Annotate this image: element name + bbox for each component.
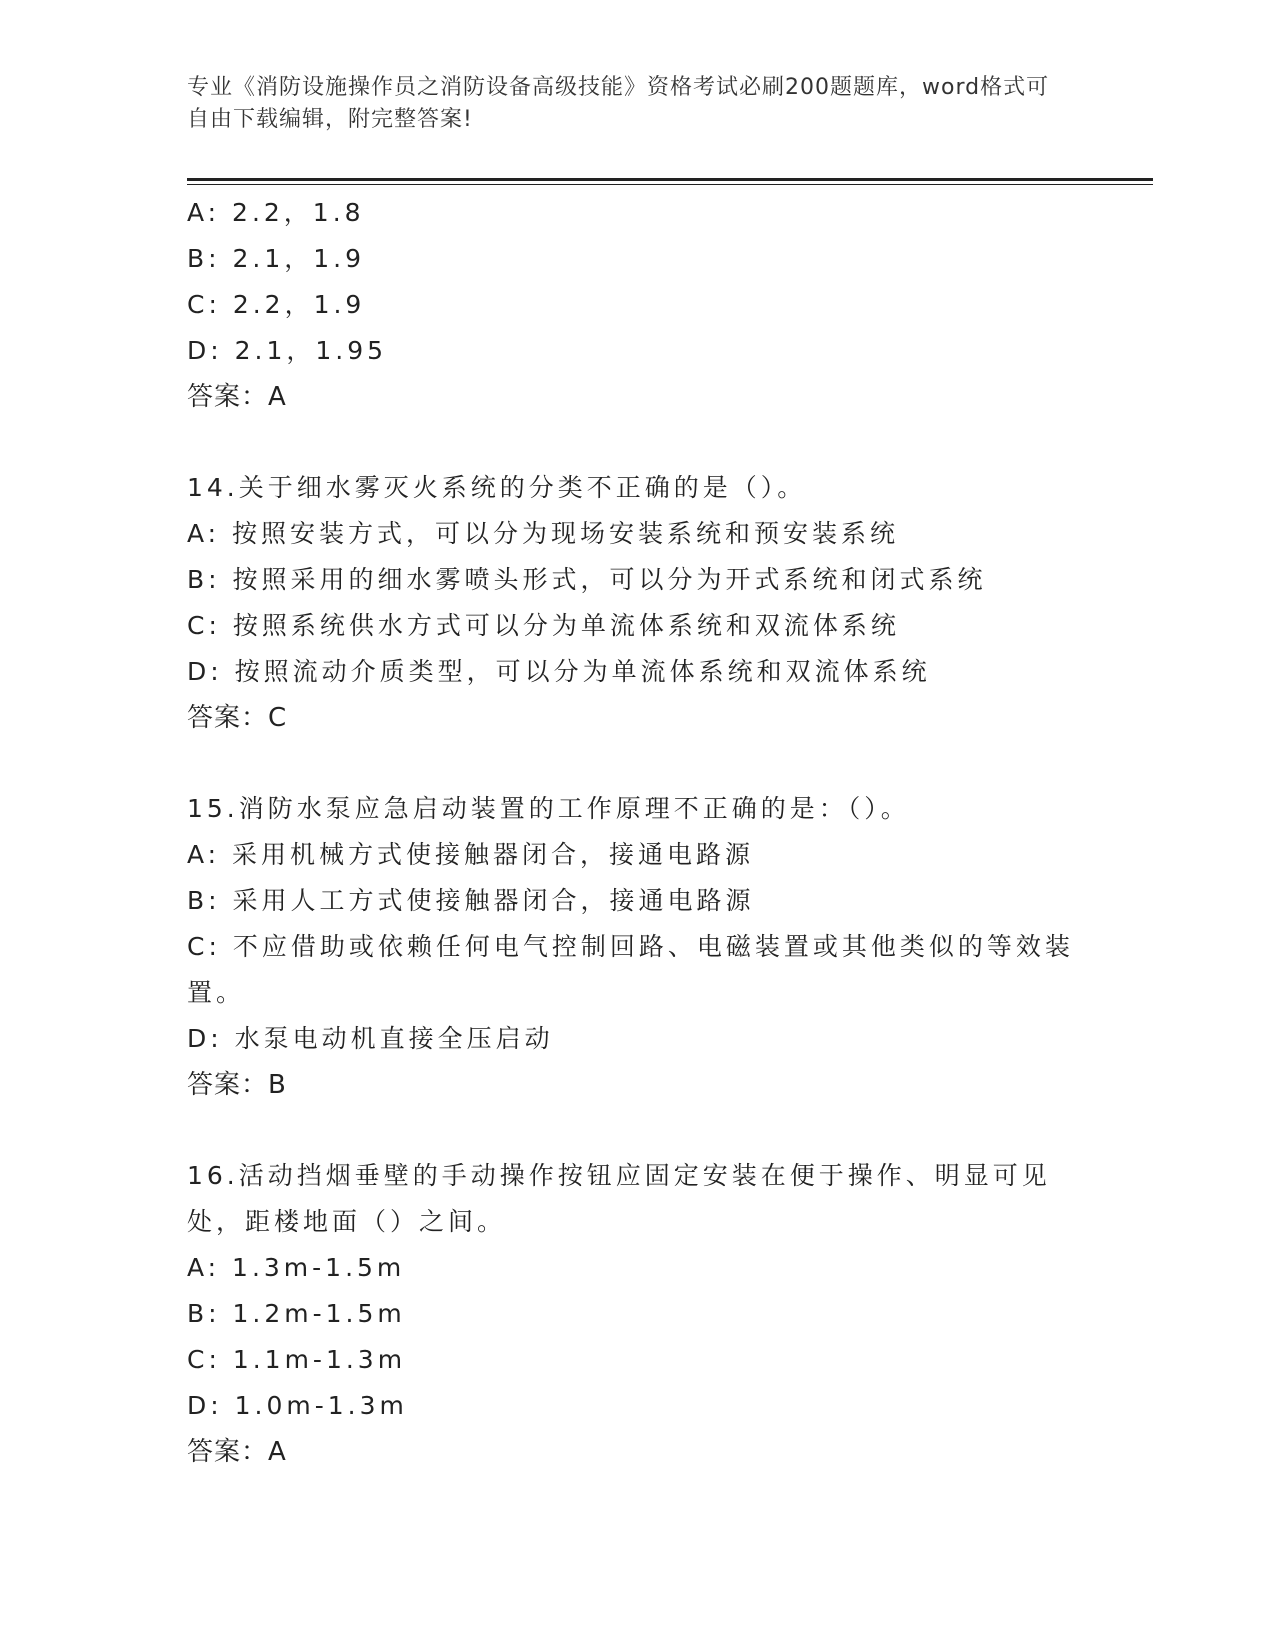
answer: 答案：C bbox=[187, 703, 288, 733]
option-d: D: 水泵电动机直接全压启动 bbox=[187, 1024, 554, 1053]
header-divider-thin bbox=[187, 184, 1153, 185]
option-a: A: 采用机械方式使接触器闭合，接通电路源 bbox=[187, 840, 755, 869]
question-stem: 16.活动挡烟垂壁的手动操作按钮应固定安装在便于操作、明显可见处，距楼地面（）之间。 bbox=[187, 1161, 1051, 1236]
option-c: C: 不应借助或依赖任何电气控制回路、电磁装置或其他类似的等效装置。 bbox=[187, 932, 1074, 1007]
option-c: C: 2.2，1.9 bbox=[187, 290, 366, 319]
question-14 bbox=[187, 465, 1087, 741]
question-stem: 15.消防水泵应急启动装置的工作原理不正确的是：（）。 bbox=[187, 794, 910, 823]
option-b: B: 按照采用的细水雾喷头形式，可以分为开式系统和闭式系统 bbox=[187, 565, 987, 594]
answer: 答案：B bbox=[187, 1070, 287, 1100]
option-b: B: 采用人工方式使接触器闭合，接通电路源 bbox=[187, 886, 755, 915]
option-b: B: 2.1，1.9 bbox=[187, 244, 366, 273]
option-c: C: 按照系统供水方式可以分为单流体系统和双流体系统 bbox=[187, 611, 900, 640]
option-d: D: 1.0m-1.3m bbox=[187, 1391, 408, 1420]
option-d: D: 2.1，1.95 bbox=[187, 336, 388, 365]
question-16 bbox=[187, 1153, 1087, 1475]
header-divider bbox=[187, 178, 1153, 181]
question-13 bbox=[187, 190, 1087, 420]
option-c: C: 1.1m-1.3m bbox=[187, 1345, 407, 1374]
answer: 答案：A bbox=[187, 1437, 287, 1467]
option-a: A: 1.3m-1.5m bbox=[187, 1253, 406, 1282]
question-15 bbox=[187, 786, 1087, 1108]
option-b: B: 1.2m-1.5m bbox=[187, 1299, 406, 1328]
answer: 答案：A bbox=[187, 382, 287, 412]
question-list bbox=[187, 190, 1087, 1475]
option-d: D: 按照流动介质类型，可以分为单流体系统和双流体系统 bbox=[187, 657, 931, 686]
page-header: 专业《消防设施操作员之消防设备高级技能》资格考试必刷200题题库，word格式可自由下载编辑，附完整答案! bbox=[187, 75, 1050, 132]
question-stem: 14.关于细水雾灭火系统的分类不正确的是（）。 bbox=[187, 473, 807, 502]
option-a: A: 2.2，1.8 bbox=[187, 198, 365, 227]
option-a: A: 按照安装方式，可以分为现场安装系统和预安装系统 bbox=[187, 519, 900, 548]
